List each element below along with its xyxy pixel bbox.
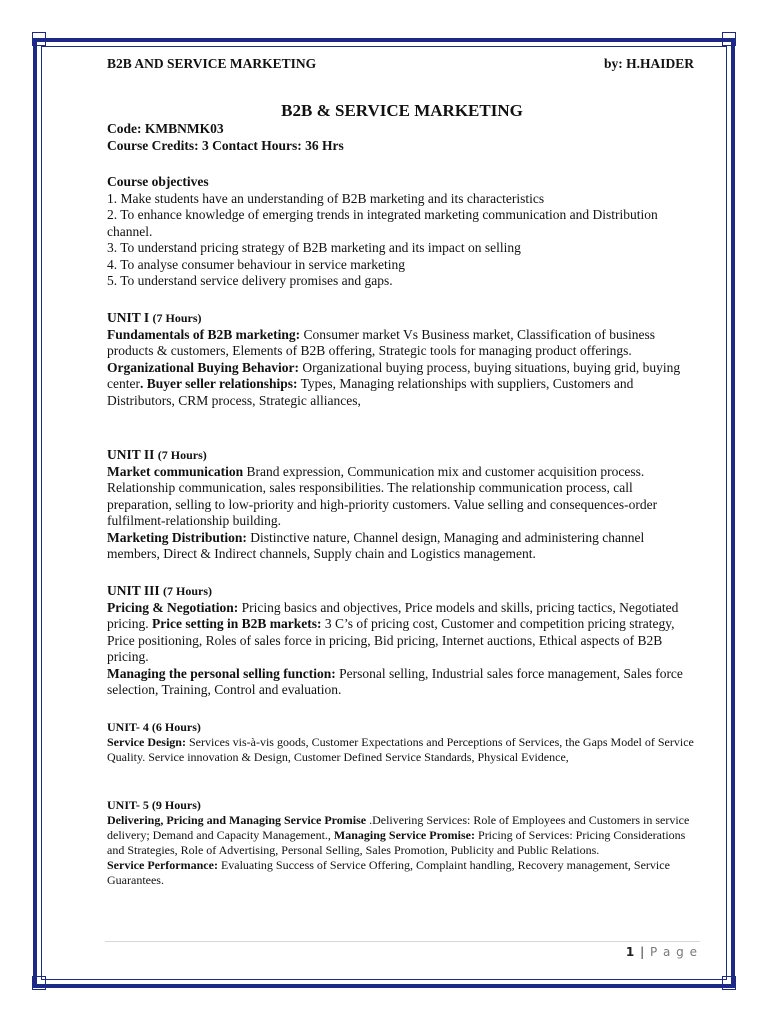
topic-text: Personal selling, Industrial sales force management, Sales force selection, Training, Control and evaluation. (107, 665, 683, 697)
unit-title: UNIT I (107, 310, 150, 325)
course-info (107, 121, 697, 154)
unit-title: UNIT III (107, 583, 160, 598)
unit-paragraph (107, 360, 697, 410)
objective-item: 1. Make students have an understanding of B2B marketing and its characteristics (107, 190, 545, 206)
topic-heading: Delivering, Pricing and Managing Service Promise (107, 813, 367, 827)
header-author: by: H.HAIDER (603, 56, 694, 71)
objective-item: 2. To enhance knowledge of emerging trends in integrated marketing communication and Distribution channel. (107, 207, 658, 239)
border-corner-top-left (32, 32, 46, 46)
topic-text: Types, Managing relationships with suppliers, Customers and Distributors, CRM process, Strategic alliances, (107, 376, 634, 408)
topic-heading: Managing the personal selling function: (107, 665, 336, 681)
topic-heading: Marketing Distribution: (107, 529, 247, 545)
unit-hours: (7 Hours) (157, 448, 207, 462)
topic-text: Brand expression, Communication mix and customer acquisition process. Relationship communication, sales responsibilities. The relationship communication process, call preparation, selling to low-priority and high-priority customers. Value selling and consequences-order fulfilment-relationship building. (107, 463, 658, 528)
topic-text: Consumer market Vs Business market, Classification of business products & customers, Elements of B2B offering, Strategic tools for managing product offerings. (107, 326, 655, 358)
topic-heading: Service Performance: (107, 858, 218, 872)
unit-hours: (7 Hours) (152, 311, 202, 325)
topic-heading: Fundamentals of B2B marketing: (107, 326, 301, 342)
objective-item: 4. To analyse consumer behaviour in service marketing (107, 256, 405, 272)
document-title: B2B & SERVICE MARKETING (281, 101, 523, 120)
topic-heading: . Buyer seller relationships: (139, 376, 298, 391)
unit-title: UNIT- 4 (6 Hours) (107, 720, 201, 734)
topic-heading: Market communication (107, 463, 244, 479)
unit-5-section (107, 798, 697, 888)
unit-title: UNIT II (107, 447, 155, 462)
objectives-heading: Course objectives (107, 174, 209, 189)
unit-hours: (7 Hours) (163, 584, 213, 598)
topic-text: 3 C’s of pricing cost, Customer and competition pricing strategy, Price positioning, Roles of sales force in pricing, Bid pricing, Internet auctions, Ethical aspects of B2B pricing. (107, 616, 675, 664)
topic-text: Pricing basics and objectives, Price models and skills, pricing tactics, Negotiated pricing. (107, 599, 679, 631)
objective-item: 5. To understand service delivery promises and gaps. (107, 273, 393, 288)
unit-4-section (107, 720, 697, 765)
border-corner-bottom-right (722, 976, 736, 990)
course-code: Code: KMBNMK03 (107, 121, 224, 136)
unit-heading (107, 447, 697, 464)
topic-text: Pricing of Services: Pricing Considerations and Strategies, Role of Advertising, Personal Selling, Sales Promotion, Publicity and Public Relations. (107, 828, 686, 857)
unit-paragraph (107, 666, 697, 699)
unit-paragraph (107, 327, 697, 360)
unit-heading (107, 310, 697, 327)
footer-divider (105, 941, 700, 942)
topic-text: Distinctive nature, Channel design, Managing and administering channel members, Direct & Indirect channels, Supply chain and Logistics management. (107, 529, 645, 561)
course-credits: Course Credits: 3 Contact Hours: 36 Hrs (107, 137, 344, 153)
objectives-section (107, 174, 697, 290)
unit-paragraph (107, 600, 697, 666)
unit-1-section (107, 310, 697, 409)
page-footer (626, 945, 698, 959)
border-corner-top-right (722, 32, 736, 46)
topic-heading: Service Design: (107, 735, 186, 749)
topic-text: Services vis-à-vis goods, Customer Expectations and Perceptions of Services, the Gaps Model of Service Quality. Service innovation & Design, Customer Defined Service Standards, Physical Evidence, (107, 735, 694, 764)
page-label: P a g e (649, 945, 698, 959)
unit-2-section (107, 447, 697, 563)
border-corner-bottom-left (32, 976, 46, 990)
topic-heading: Pricing & Negotiation: (107, 599, 239, 615)
unit-3-section (107, 583, 697, 699)
objective-item: 3. To understand pricing strategy of B2B marketing and its impact on selling (107, 240, 521, 255)
unit-paragraph (107, 530, 697, 563)
unit-paragraph (107, 813, 697, 858)
topic-heading: Managing Service Promise: (333, 828, 476, 842)
topic-heading: Organizational Buying Behavior: (107, 359, 300, 375)
unit-paragraph (107, 858, 697, 888)
unit-heading (107, 583, 697, 600)
unit-paragraph (107, 464, 697, 530)
topic-text: Organizational buying process, buying situations, buying grid, buying center (107, 359, 681, 391)
unit-paragraph (107, 735, 697, 765)
page-number: 1 (625, 945, 636, 959)
unit-title: UNIT- 5 (9 Hours) (107, 798, 201, 812)
footer-separator: | (640, 945, 646, 959)
topic-heading: Price setting in B2B markets: (152, 616, 322, 631)
header-title: B2B AND SERVICE MARKETING (107, 56, 317, 71)
topic-text: .Delivering Services: Role of Employees and Customers in service delivery; Demand and Capacity Management., (107, 813, 690, 842)
topic-text: Evaluating Success of Service Offering, Complaint handling, Recovery management, Service Guarantees. (107, 858, 670, 887)
